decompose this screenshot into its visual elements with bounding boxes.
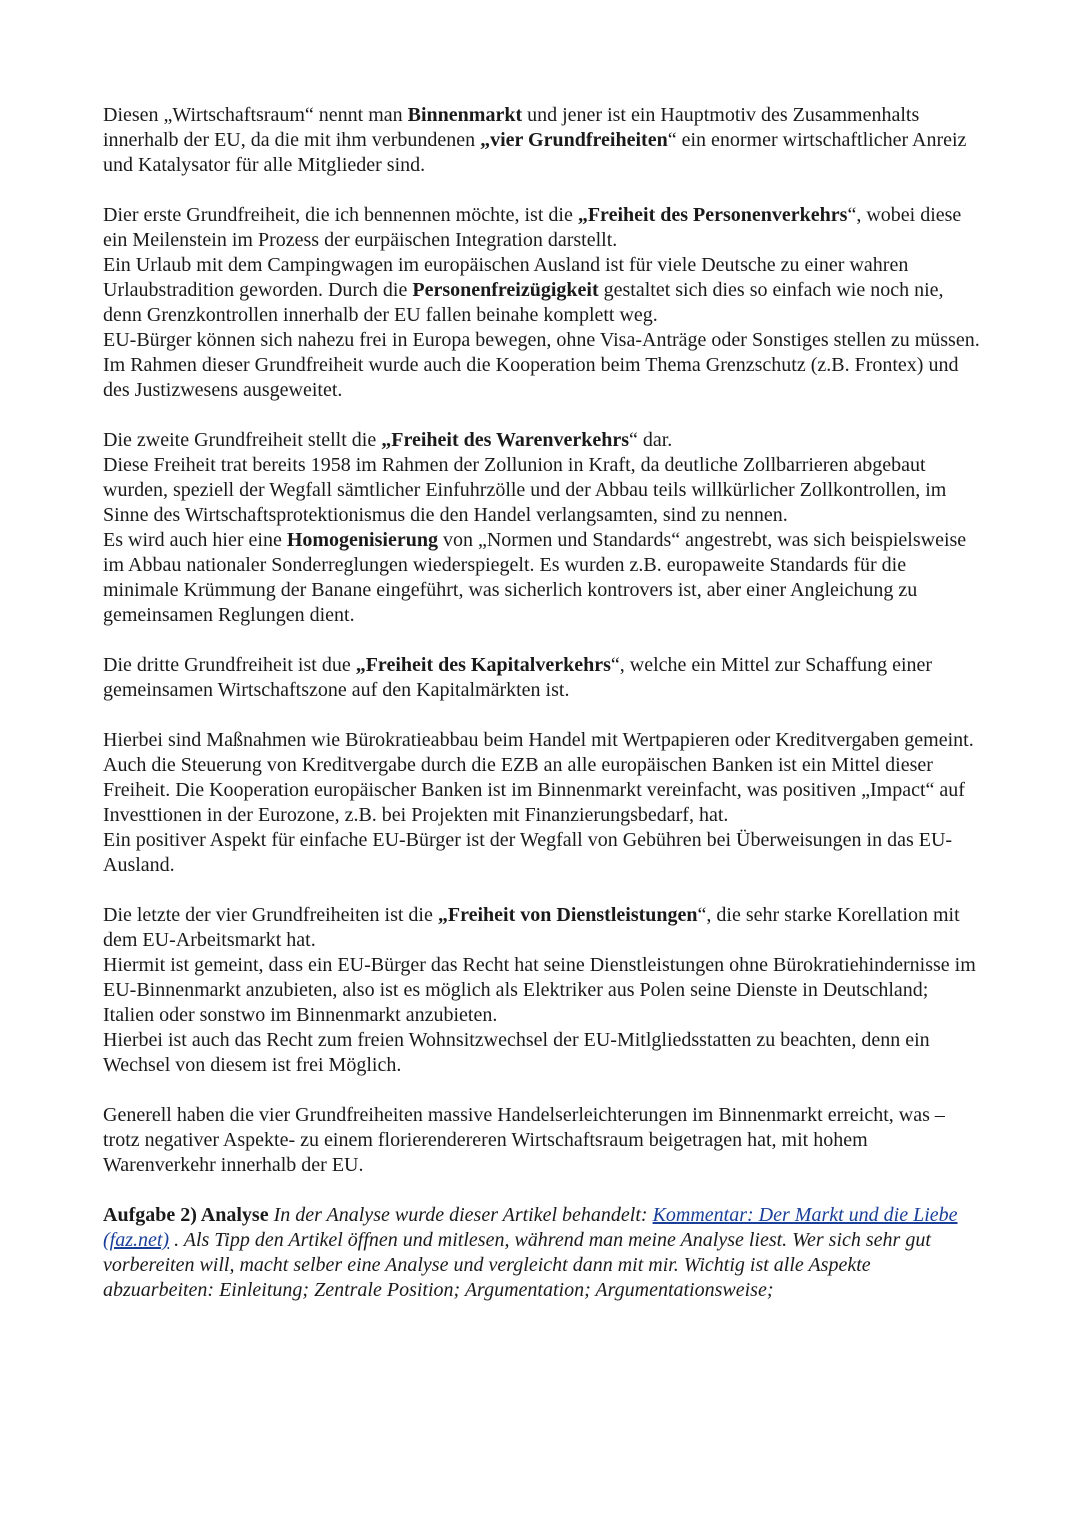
term-homogenisierung: Homogenisierung <box>286 529 438 551</box>
paragraph: Es wird auch hier eine Homogenisierung von „Normen und Standards“ angestrebt, was sich beispielsweise im Abbau nationaler Sonderreglungen wiederspiegelt. Es wurden z.B. europaweite Standards für die minimale Krümmung der Banane eingeführt, was sicherlich kontrovers ist, aber einer Angleichung zu gemeinsamen Reglungen dient. <box>103 529 967 626</box>
paragraph-binnenmarkt-intro: Diesen „Wirtschaftsraum“ nennt man Binnenmarkt und jener ist ein Hauptmotiv des Zusammenhalts innerhalb der EU, da die mit ihm verbundenen „vier Grundfreiheiten“ ein enormer wirtschaftlicher Anreiz und Katalysator für alle Mitglieder sind. <box>103 104 967 176</box>
section-dienstleistungen <box>103 903 983 1078</box>
paragraph: Hiermit ist gemeint, dass ein EU-Bürger das Recht hat seine Dienstleistungen ohne Bürokratiehindernisse im EU-Binnenmarkt anzubieten, also ist es möglich als Elektriker aus Polen seine Dienste in Deutschland; Italien oder sonstwo im Binnenmarkt anzubieten. <box>103 954 976 1026</box>
section-kapitalverkehr <box>103 653 983 878</box>
section-personenverkehr <box>103 203 983 403</box>
paragraph: Die zweite Grundfreiheit stellt die „Freiheit des Warenverkehrs“ dar. <box>103 429 673 451</box>
paragraph: Die letzte der vier Grundfreiheiten ist die „Freiheit von Dienstleistungen“, die sehr starke Korellation mit dem EU-Arbeitsmarkt hat. <box>103 904 960 951</box>
paragraph: Dier erste Grundfreiheit, die ich bennennen möchte, ist die „Freiheit des Personenverkehrs“, wobei diese ein Meilenstein im Prozess der eurpäischen Integration darstellt. <box>103 204 962 251</box>
term-binnenmarkt: Binnenmarkt <box>407 104 523 126</box>
term-freiheit-warenverkehr: „Freiheit des Warenverkehrs <box>381 429 629 451</box>
paragraph: Hierbei ist auch das Recht zum freien Wohnsitzwechsel der EU-Mitlgliedsstatten zu beachten, denn ein Wechsel von diesem ist frei Möglich. <box>103 1029 930 1076</box>
paragraph: Im Rahmen dieser Grundfreiheit wurde auch die Kooperation beim Thema Grenzschutz (z.B. Frontex) und des Justizwesens ausgeweitet. <box>103 354 959 401</box>
term-freiheit-kapitalverkehr: „Freiheit des Kapitalverkehrs <box>355 654 611 676</box>
section-aufgabe-2: Aufgabe 2) Analyse In der Analyse wurde dieser Artikel behandelt: Kommentar: Der Markt und die Liebe (faz.net) . Als Tipp den Artikel öffnen und mitlesen, während man meine Analyse liest. Wer sich sehr gut vorbereiten will, macht selber eine Analyse und vergleicht dann mit mir. Wichtig ist alle Aspekte abzuarbeiten: Einleitung; Zentrale Position; Argumentation; Argumentationsweise; <box>103 1204 958 1301</box>
aufgabe-heading: Aufgabe 2) Analyse <box>103 1204 269 1226</box>
term-personenfreizuegigkeit: Personenfreizügigkeit <box>412 279 599 301</box>
paragraph: EU-Bürger können sich nahezu frei in Europa bewegen, ohne Visa-Anträge oder Sonstiges stellen zu müssen. <box>103 329 980 351</box>
term-freiheit-personenverkehr: „Freiheit des Personenverkehrs <box>577 204 848 226</box>
paragraph: Diese Freiheit trat bereits 1958 im Rahmen der Zollunion in Kraft, da deutliche Zollbarrieren abgebaut wurden, speziell der Wegfall sämtlicher Einfuhrzölle und der Abbau teils willkürlicher Zollkontrollen, im Sinne des Wirtschaftsprotektionismus die den Handel verlangsamten, sind zu nennen. <box>103 454 947 526</box>
paragraph: Ein positiver Aspekt für einfache EU-Bürger ist der Wegfall von Gebühren bei Überweisungen in das EU-Ausland. <box>103 829 953 876</box>
paragraph: Auch die Steuerung von Kreditvergabe durch die EZB an alle europäischen Banken ist ein Mittel dieser Freiheit. Die Kooperation europäischer Banken ist im Binnenmarkt vereinfacht, was positiven „Impact“ auf Investtionen in der Eurozone, z.B. bei Projekten mit Finanzierungsbedarf, hat. <box>103 754 965 826</box>
document-page <box>103 103 983 1303</box>
paragraph: Die dritte Grundfreiheit ist due „Freiheit des Kapitalverkehrs“, welche ein Mittel zur Schaffung einer gemeinsamen Wirtschaftszone auf den Kapitalmärkten ist. <box>103 654 933 701</box>
article-link[interactable]: Kommentar: Der Markt und die Liebe (faz.net) <box>103 1204 958 1251</box>
paragraph-fazit: Generell haben die vier Grundfreiheiten massive Handelserleichterungen im Binnenmarkt erreicht, was – trotz negativer Aspekte- zu einem florierendereren Wirtschaftsraum beigetragen hat, mit hohem Warenverkehr innerhalb der EU. <box>103 1104 945 1176</box>
term-vier-grundfreiheiten: „vier Grundfreiheiten <box>480 129 668 151</box>
paragraph: Ein Urlaub mit dem Campingwagen im europäischen Ausland ist für viele Deutsche zu einer wahren Urlaubstradition geworden. Durch die Personenfreizügigkeit gestaltet sich dies so einfach wie noch nie, denn Grenzkontrollen innerhalb der EU fallen beinahe komplett weg. <box>103 254 944 326</box>
section-warenverkehr <box>103 428 983 628</box>
term-freiheit-dienstleistungen: „Freiheit von Dienstleistungen <box>437 904 698 926</box>
paragraph: Hierbei sind Maßnahmen wie Bürokratieabbau beim Handel mit Wertpapieren oder Kreditvergaben gemeint. <box>103 729 974 751</box>
